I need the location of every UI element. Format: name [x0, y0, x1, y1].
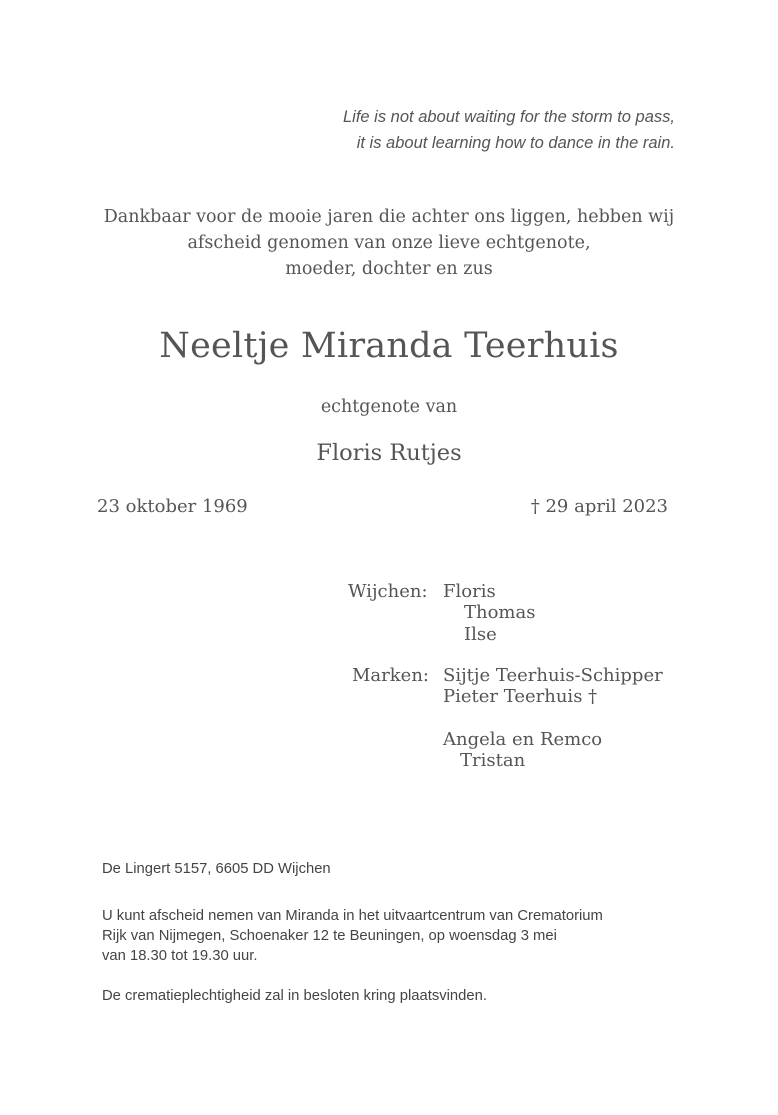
family-member: Sijtje Teerhuis-Schipper — [443, 665, 663, 686]
visitation-line-1: U kunt afscheid nemen van Miranda in het uitvaartcentrum van Crematorium — [102, 908, 603, 924]
family-member: Ilse — [464, 624, 497, 645]
intro-line-3: moeder, dochter en zus — [285, 259, 493, 279]
family-member: Floris — [443, 581, 496, 602]
address: De Lingert 5157, 6605 DD Wijchen — [102, 861, 331, 877]
spouse-label: echtgenote van — [320, 397, 458, 417]
family-member: Angela en Remco — [443, 729, 603, 750]
place-wijchen: Wijchen: — [348, 581, 428, 602]
visitation-line-2: Rijk van Nijmegen, Schoenaker 12 te Beuningen, op woensdag 3 mei — [102, 928, 557, 944]
quote-line-1: Life is not about waiting for the storm to pass, — [342, 108, 675, 126]
family-member: Pieter Teerhuis † — [443, 686, 598, 707]
ceremony-note: De crematieplechtigheid zal in besloten kring plaatsvinden. — [102, 988, 487, 1004]
place-marken: Marken: — [352, 665, 429, 686]
intro-line-1: Dankbaar voor de mooie jaren die achter ons liggen, hebben wij — [103, 207, 675, 227]
family-member: Thomas — [464, 602, 536, 623]
spouse-name: Floris Rutjes — [316, 440, 462, 466]
family-member: Tristan — [460, 750, 526, 771]
deceased-name: Neeltje Miranda Teerhuis — [159, 326, 619, 366]
death-date: † 29 april 2023 — [530, 496, 668, 517]
visitation-line-3: van 18.30 tot 19.30 uur. — [102, 948, 258, 964]
birth-date: 23 oktober 1969 — [97, 496, 248, 517]
quote-line-2: it is about learning how to dance in the rain. — [356, 134, 675, 152]
intro-line-2: afscheid genomen van onze lieve echtgenote, — [187, 233, 591, 253]
